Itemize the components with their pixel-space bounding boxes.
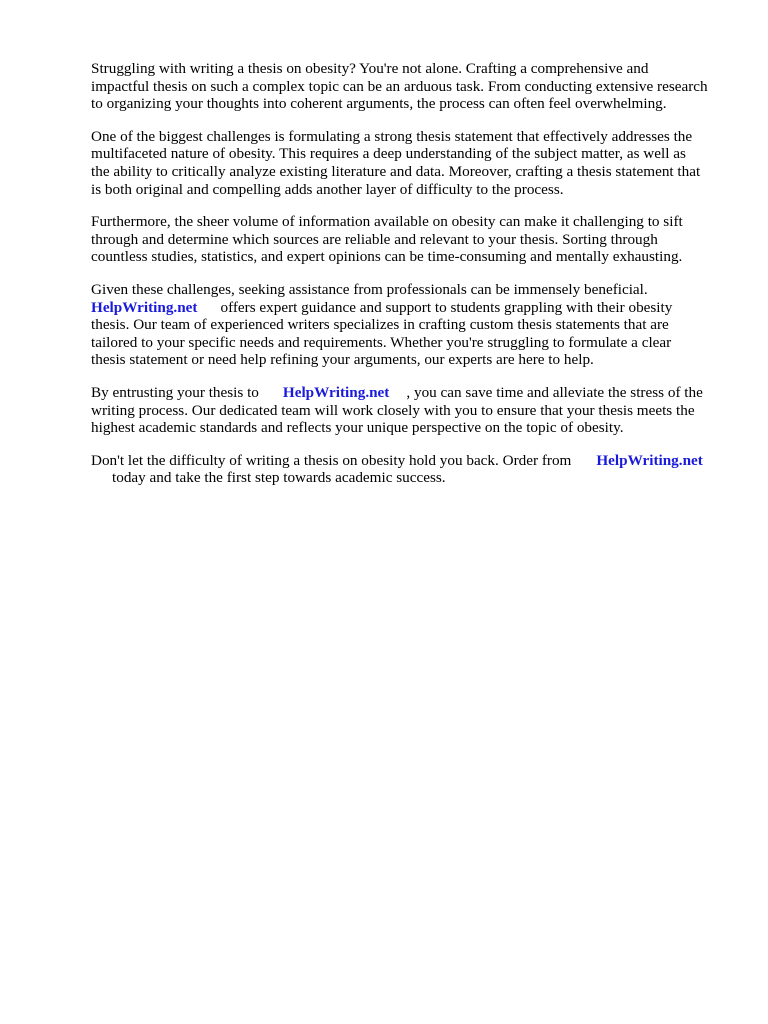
text-line: Furthermore, the sheer volume of information available on obesity can make it challenging to sift — [91, 213, 683, 231]
text-line: Struggling with writing a thesis on obesity? You're not alone. Crafting a comprehensive and — [91, 60, 649, 77]
text-line: multifaceted nature of obesity. This requires a deep understanding of the subject matter, as well as — [91, 145, 686, 163]
text-fragment: today and take the first step towards academic success. — [112, 469, 446, 487]
text-fragment: offers expert guidance and support to students grappling with their obesity — [220, 298, 673, 316]
helpwriting-link[interactable]: HelpWriting.net — [282, 383, 390, 401]
helpwriting-link[interactable]: HelpWriting.net — [91, 298, 198, 316]
text-fragment: By entrusting your thesis to — [91, 383, 259, 401]
text-fragment: , you can save time and alleviate the stress of the — [406, 383, 703, 401]
text-line — [91, 452, 731, 470]
text-line: thesis. Our team of experienced writers specializes in crafting custom thesis statements that are — [91, 316, 669, 334]
helpwriting-link[interactable]: HelpWriting.net — [596, 451, 703, 469]
text-line: highest academic standards and reflects your unique perspective on the topic of obesity. — [91, 419, 624, 437]
text-line — [91, 384, 731, 402]
text-line: countless studies, statistics, and expert opinions can be time-consuming and mentally exhausting. — [91, 248, 683, 266]
text-line: the ability to critically analyze existing literature and data. Moreover, crafting a thesis statement that — [91, 162, 701, 180]
paragraph-assistance — [91, 281, 731, 369]
paragraph-call-to-action — [91, 452, 731, 487]
text-fragment: Don't let the difficulty of writing a thesis on obesity hold you back. Order from — [91, 451, 572, 469]
text-line: through and determine which sources are reliable and relevant to your thesis. Sorting through — [91, 230, 658, 248]
text-line: is both original and compelling adds another layer of difficulty to the process. — [91, 180, 564, 198]
text-line: thesis statement or need help refining your arguments, our experts are here to help. — [91, 351, 594, 369]
text-line: Given these challenges, seeking assistance from professionals can be immensely beneficial. — [91, 280, 648, 298]
paragraph-challenges — [91, 128, 731, 198]
text-line — [91, 299, 731, 317]
text-line: One of the biggest challenges is formulating a strong thesis statement that effectively addresses the — [91, 127, 693, 145]
paragraph-intro — [91, 60, 731, 113]
text-line — [91, 469, 731, 487]
text-line: to organizing your thoughts into coherent arguments, the process can often feel overwhelming. — [91, 95, 667, 113]
document-body — [91, 60, 731, 502]
text-line: writing process. Our dedicated team will work closely with you to ensure that your thesis meets the — [91, 401, 695, 419]
text-line: impactful thesis on such a complex topic can be an arduous task. From conducting extensive research — [91, 77, 708, 95]
paragraph-information-volume — [91, 213, 731, 266]
text-line: tailored to your specific needs and requirements. Whether you're struggling to formulate a clear — [91, 333, 672, 351]
paragraph-entrusting — [91, 384, 731, 437]
